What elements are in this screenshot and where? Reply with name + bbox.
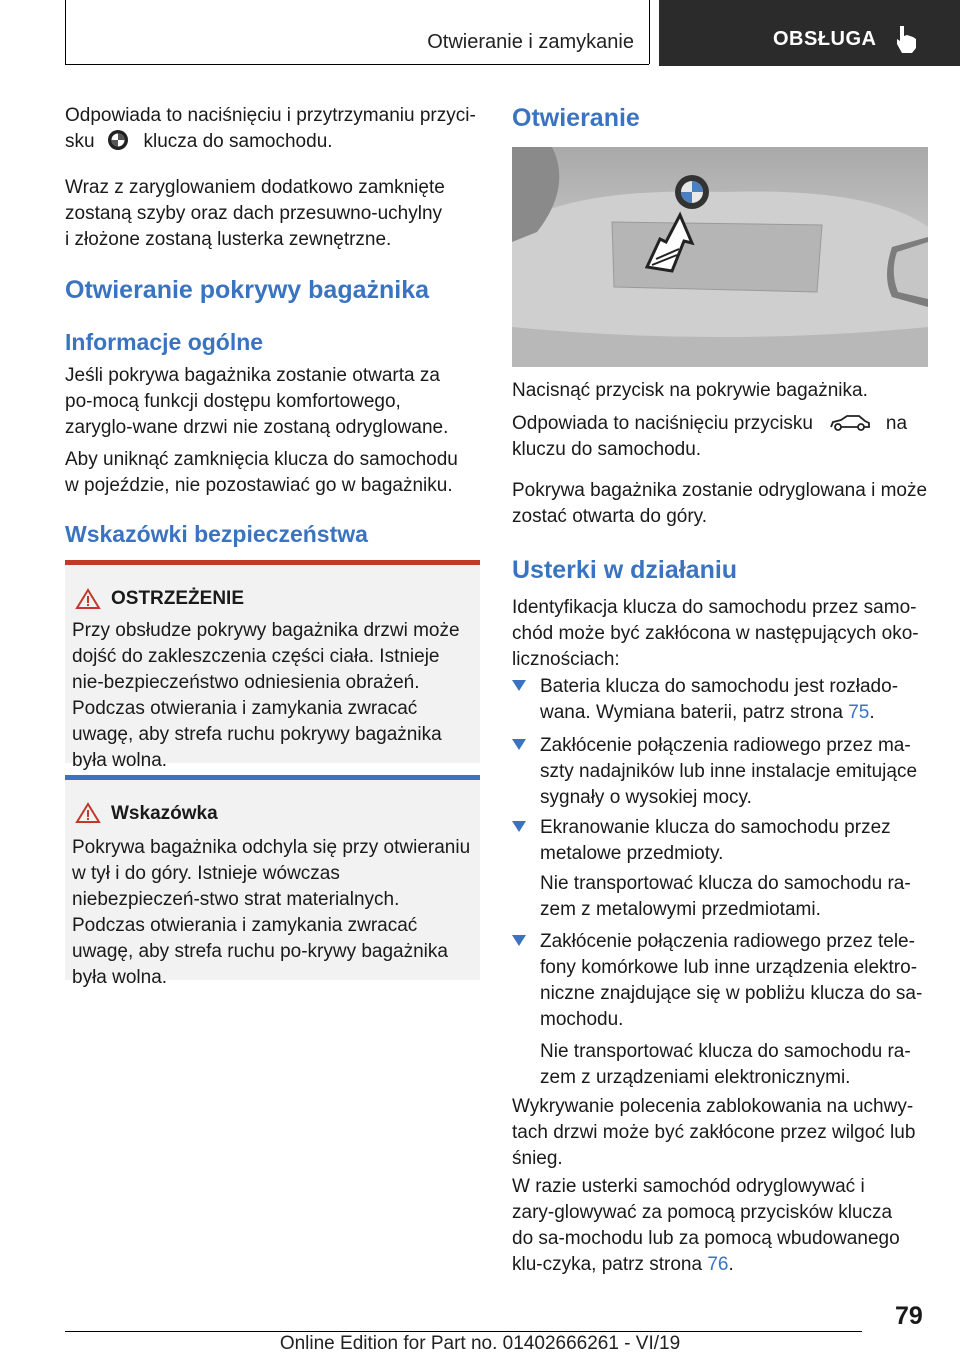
bmw-logo-icon [107, 129, 129, 151]
paragraph-avoid-locking-key: Aby uniknąć zamknięcia klucza do samochodu w pojeździe, nie pozostawiać go w bagażniku. [65, 449, 458, 496]
list-item-text: Ekranowanie klucza do samochodu przez metalowe przedmioty. [540, 817, 891, 864]
notice-title: Wskazówka [111, 803, 218, 824]
paragraph-key-button [512, 411, 928, 437]
list-item-subtext: Nie transportować klucza do samochodu ra-zem z metalowymi przedmiotami. [540, 873, 911, 920]
list-item-text: Zakłócenie połączenia radiowego przez tele-fony komórkowe lub inne urządzenia elektro-niczne znajdujące się w pobliżu klucza do sa-mochodu. [540, 931, 923, 1030]
notice-text: Pokrywa bagażnika odchyla się przy otwieraniu w tył i do góry. Istnieje wówczas niebezpieczeń-stwo strat materialnych. Podczas otwierania i zamykania zwracać uwagę, aby strefa ruchu po-krywy bagażnika była wolna. [72, 837, 471, 988]
warning-bar [65, 560, 480, 565]
heading-opening: Otwieranie [512, 104, 640, 132]
heading-malfunctions: Usterki w działaniu [512, 556, 738, 584]
warning-box [65, 560, 480, 771]
warning-text: Przy obsłudze pokrywy bagażnika drzwi może dojść do zakleszczenia części ciała. Istnieje nie-bezpieczeństwo odniesienia obrażeń. Podczas otwierania i zamykania zwracać uwagę, aby strefa ruchu pokrywy bagażnika była wolna. [72, 620, 460, 771]
paragraph-key-button-post: na [885, 413, 908, 434]
notice-triangle-icon [75, 802, 101, 824]
paragraph-comfort-access: Jeśli pokrywa bagażnika zostanie otwarta za po-mocą funkcji dostępu komfortowego, zaryglo-wane drzwi nie zostaną odryglowane. [65, 365, 449, 438]
bullet-triangle-icon [512, 821, 526, 832]
page-link-75[interactable]: 75 [848, 702, 870, 723]
heading-general-info: Informacje ogólne [65, 329, 264, 355]
paragraph-key-button-pre: Odpowiada to naciśnięciu przycisku [512, 413, 813, 434]
paragraph-key-hold-1: Odpowiada to naciśnięciu i przytrzymaniu przyci- [65, 105, 476, 126]
paragraph-trunk-unlocked: Pokrywa bagażnika zostanie odryglowana i może zostać otwarta do góry. [512, 480, 928, 527]
heading-trunk-opening: Otwieranie pokrywy bagażnika [65, 276, 430, 304]
header-section-box [65, 0, 650, 64]
warning-triangle-icon [75, 588, 101, 610]
list-item-text: Zakłócenie połączenia radiowego przez ma-szty nadajników lub inne instalacje emitujące sygnały o wysokiej mocy. [540, 735, 918, 808]
notice-bar [65, 775, 480, 780]
paragraph-press-button: Nacisnąć przycisk na pokrywie bagażnika. [512, 380, 868, 401]
paragraph-identification-disturbed: Identyfikacja klucza do samochodu przez samo-chód może być zakłócona w następujących oko-licznościach: [512, 597, 919, 670]
header-chapter-box [659, 0, 960, 66]
paragraph-moisture: Wykrywanie polecenia zablokowania na uchwy-tach drzwi może być zakłócone przez wilgoć lub śnieg. [512, 1096, 916, 1169]
header-rule [65, 64, 649, 65]
warning-title: OSTRZEŻENIE [111, 588, 245, 609]
paragraph-key-hold-2 [65, 129, 485, 155]
paragraph-locking-extras: Wraz z zaryglowaniem dodatkowo zamknięte zostaną szyby oraz dach przesuwno-uchylny i złożone zostaną lusterka zewnętrzne. [65, 177, 445, 250]
header-chapter-title: OBSŁUGA [773, 28, 877, 50]
page-link-76[interactable]: 76 [707, 1254, 729, 1275]
header-section-title: Otwieranie i zamykanie [427, 31, 634, 53]
paragraph-emergency-key: W razie usterki samochód odryglowywać i zary-glowywać za pomocą przycisków klucza do sa-mochodu lub za pomocą wbudowanego klu-czyka, patrz strona 76. [512, 1176, 900, 1275]
paragraph-key-button-line2: kluczu do samochodu. [512, 439, 702, 460]
bullet-triangle-icon [512, 935, 526, 946]
trunk-illustration [512, 147, 928, 367]
car-trunk-button-icon [829, 414, 871, 432]
paragraph-key-hold-pre: sku [65, 131, 95, 152]
notice-box [65, 775, 480, 988]
hand-pointer-icon [895, 24, 921, 54]
list-item-text: Bateria klucza do samochodu jest rozłado-wana. Wymiana baterii, patrz strona 75. [540, 676, 899, 723]
page-number: 79 [895, 1302, 923, 1330]
footer-rule [65, 1331, 862, 1332]
trunk-photo [512, 147, 928, 367]
heading-safety-notes: Wskazówki bezpieczeństwa [65, 521, 368, 547]
paragraph-key-hold-post: klucza do samochodu. [143, 131, 333, 152]
footer-edition: Online Edition for Part no. 01402666261 - VI/19 [279, 1333, 681, 1354]
bullet-triangle-icon [512, 739, 526, 750]
bullet-triangle-icon [512, 680, 526, 691]
list-item-subtext: Nie transportować klucza do samochodu ra-zem z urządzeniami elektronicznymi. [540, 1041, 911, 1088]
